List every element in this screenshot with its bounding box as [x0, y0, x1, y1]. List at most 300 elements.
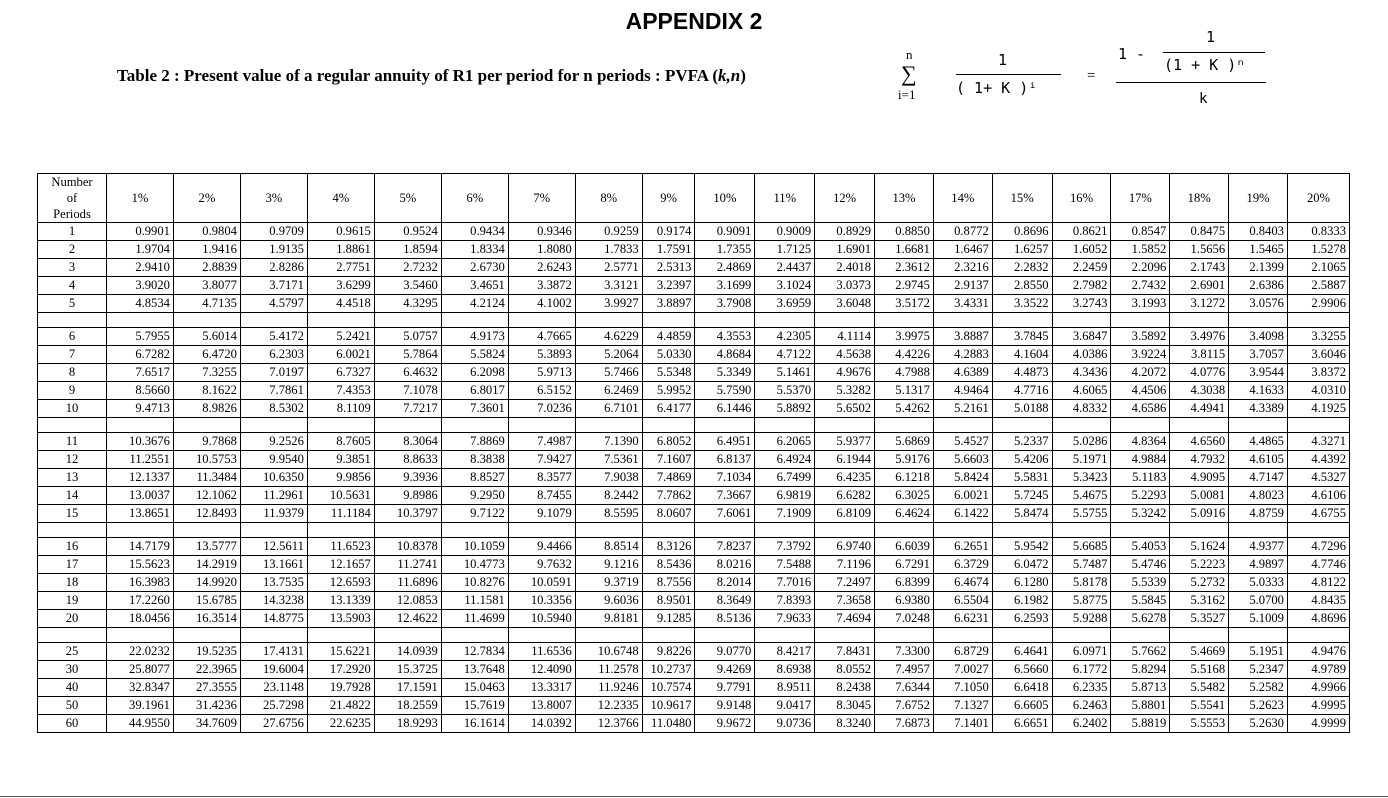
spacer-cell: [933, 628, 992, 643]
pvfa-value-cell: 8.3649: [695, 592, 755, 610]
pvfa-value-cell: 5.4527: [933, 433, 992, 451]
spacer-cell: [992, 628, 1052, 643]
pvfa-value-cell: 6.8729: [933, 643, 992, 661]
pvfa-value-cell: 7.2497: [815, 574, 875, 592]
pvfa-value-cell: 3.8115: [1170, 346, 1229, 364]
pvfa-value-cell: 5.2421: [307, 328, 374, 346]
pvfa-value-cell: 10.5753: [173, 451, 240, 469]
pvfa-value-cell: 5.7466: [575, 364, 642, 382]
pvfa-value-cell: 4.5327: [1287, 469, 1349, 487]
period-cell: 8: [38, 364, 107, 382]
pvfa-value-cell: 1.9704: [106, 241, 173, 259]
pvfa-value-cell: 9.7868: [173, 433, 240, 451]
pvfa-value-cell: 18.0456: [106, 610, 173, 628]
pvfa-value-cell: 22.0232: [106, 643, 173, 661]
pvfa-value-cell: 9.1079: [508, 505, 575, 523]
pvfa-value-cell: 7.6752: [875, 697, 934, 715]
pvfa-value-cell: 6.6282: [815, 487, 875, 505]
pvfa-value-cell: 6.4720: [173, 346, 240, 364]
pvfa-value-cell: 2.4018: [815, 259, 875, 277]
pvfa-value-cell: 2.6730: [441, 259, 508, 277]
spacer-cell: [815, 628, 875, 643]
pvfa-value-cell: 5.7590: [695, 382, 755, 400]
pvfa-value-cell: 15.5623: [106, 556, 173, 574]
pvfa-value-cell: 14.9920: [173, 574, 240, 592]
pvfa-value-cell: 2.3216: [933, 259, 992, 277]
spacer-cell: [38, 418, 107, 433]
pvfa-value-cell: 6.7499: [755, 469, 815, 487]
spacer-cell: [1111, 418, 1170, 433]
pvfa-value-cell: 6.2593: [992, 610, 1052, 628]
pvfa-value-cell: 5.6685: [1052, 538, 1111, 556]
pvfa-value-cell: 7.4957: [875, 661, 934, 679]
pvfa-value-cell: 7.1196: [815, 556, 875, 574]
pvfa-value-cell: 6.8017: [441, 382, 508, 400]
pvfa-value-cell: 6.4177: [642, 400, 695, 418]
pvfa-value-cell: 4.9897: [1229, 556, 1288, 574]
pvfa-value-cell: 6.2402: [1052, 715, 1111, 733]
pvfa-value-cell: 5.5824: [441, 346, 508, 364]
pvfa-value-cell: 5.8775: [1052, 592, 1111, 610]
pvfa-value-cell: 6.0971: [1052, 643, 1111, 661]
period-cell: 5: [38, 295, 107, 313]
pvfa-value-cell: 4.8435: [1287, 592, 1349, 610]
spacer-cell: [875, 418, 934, 433]
pvfa-value-cell: 6.6039: [875, 538, 934, 556]
pvfa-value-cell: 8.8527: [441, 469, 508, 487]
pvfa-value-cell: 0.8929: [815, 223, 875, 241]
pvfa-value-cell: 14.0392: [508, 715, 575, 733]
pvfa-value-cell: 6.1422: [933, 505, 992, 523]
pvfa-value-cell: 5.9176: [875, 451, 934, 469]
pvfa-value-cell: 5.1461: [755, 364, 815, 382]
pvfa-value-cell: 11.6536: [508, 643, 575, 661]
pvfa-value-cell: 25.7298: [240, 697, 307, 715]
spacer-cell: [642, 418, 695, 433]
pvfa-value-cell: 0.9901: [106, 223, 173, 241]
period-cell: 17: [38, 556, 107, 574]
pvfa-value-cell: 5.0330: [642, 346, 695, 364]
pvfa-value-cell: 6.0021: [933, 487, 992, 505]
pvfa-value-cell: 4.6586: [1111, 400, 1170, 418]
period-cell: 10: [38, 400, 107, 418]
pvfa-value-cell: 6.7327: [307, 364, 374, 382]
periods-header-line: Periods: [53, 207, 91, 221]
spacer-cell: [106, 523, 173, 538]
pvfa-value-cell: 4.6389: [933, 364, 992, 382]
spacer-cell: [1052, 523, 1111, 538]
spacer-cell: [1229, 418, 1288, 433]
spacer-cell: [1111, 313, 1170, 328]
pvfa-value-cell: 5.1951: [1229, 643, 1288, 661]
spacer-cell: [642, 523, 695, 538]
table-row: [38, 400, 1350, 418]
pvfa-value-cell: 4.8684: [695, 346, 755, 364]
pvfa-value-cell: 1.6467: [933, 241, 992, 259]
pvfa-value-cell: 8.9826: [173, 400, 240, 418]
pvfa-value-cell: 5.2223: [1170, 556, 1229, 574]
pvfa-value-cell: 39.1961: [106, 697, 173, 715]
pvfa-value-cell: 3.0373: [815, 277, 875, 295]
pvfa-value-cell: 4.4873: [992, 364, 1052, 382]
pvfa-value-cell: 8.6938: [755, 661, 815, 679]
page-bottom-rule: [0, 796, 1388, 797]
pvfa-value-cell: 1.6901: [815, 241, 875, 259]
pvfa-value-cell: 4.7296: [1287, 538, 1349, 556]
pvfa-value-cell: 6.3025: [875, 487, 934, 505]
pvfa-value-cell: 2.2459: [1052, 259, 1111, 277]
spacer-cell: [1052, 313, 1111, 328]
table-row: [38, 382, 1350, 400]
pvfa-value-cell: 4.4518: [307, 295, 374, 313]
spacer-cell: [240, 523, 307, 538]
table-row: [38, 679, 1350, 697]
pvfa-value-cell: 1.8861: [307, 241, 374, 259]
pvfa-value-cell: 12.0853: [374, 592, 441, 610]
pvfa-value-cell: 6.4924: [755, 451, 815, 469]
pvfa-value-cell: 7.3255: [173, 364, 240, 382]
pvfa-value-cell: 5.8474: [992, 505, 1052, 523]
pvfa-value-cell: 4.9999: [1287, 715, 1349, 733]
pvfa-value-cell: 15.6221: [307, 643, 374, 661]
pvfa-value-cell: 3.6959: [755, 295, 815, 313]
spacer-row: [38, 418, 1350, 433]
equals-sign: =: [1087, 68, 1096, 84]
pvfa-value-cell: 14.3238: [240, 592, 307, 610]
pvfa-value-cell: 6.3729: [933, 556, 992, 574]
pvfa-value-cell: 0.8621: [1052, 223, 1111, 241]
rate-header: 9%: [642, 174, 695, 223]
pvfa-value-cell: 8.8633: [374, 451, 441, 469]
pvfa-value-cell: 5.0188: [992, 400, 1052, 418]
pvfa-value-cell: 7.1034: [695, 469, 755, 487]
pvfa-value-cell: 7.6344: [875, 679, 934, 697]
pvfa-value-cell: 13.7535: [240, 574, 307, 592]
table-row: [38, 505, 1350, 523]
pvfa-value-cell: 11.4699: [441, 610, 508, 628]
pvfa-value-cell: 5.2582: [1229, 679, 1288, 697]
pvfa-value-cell: 5.4206: [992, 451, 1052, 469]
pvfa-value-cell: 9.0417: [755, 697, 815, 715]
pvfa-value-cell: 6.2098: [441, 364, 508, 382]
pvfa-value-cell: 5.9713: [508, 364, 575, 382]
pvfa-value-cell: 25.8077: [106, 661, 173, 679]
inner-fraction-bar: [1163, 52, 1265, 53]
pvfa-value-cell: 8.0216: [695, 556, 755, 574]
spacer-cell: [575, 523, 642, 538]
pvfa-value-cell: 44.9550: [106, 715, 173, 733]
pvfa-value-cell: 4.8364: [1111, 433, 1170, 451]
pvfa-value-cell: 7.4987: [508, 433, 575, 451]
pvfa-value-cell: 3.3872: [508, 277, 575, 295]
pvfa-value-cell: 11.9246: [575, 679, 642, 697]
periods-header-line: of: [66, 191, 78, 205]
spacer-cell: [695, 313, 755, 328]
period-cell: 40: [38, 679, 107, 697]
pvfa-value-cell: 4.5797: [240, 295, 307, 313]
rate-header: 6%: [441, 174, 508, 223]
pvfa-value-cell: 7.1050: [933, 679, 992, 697]
pvfa-value-cell: 5.3423: [1052, 469, 1111, 487]
pvfa-value-cell: 10.3356: [508, 592, 575, 610]
pvfa-value-cell: 5.2293: [1111, 487, 1170, 505]
pvfa-value-cell: 6.8109: [815, 505, 875, 523]
pvfa-value-cell: 3.8887: [933, 328, 992, 346]
table-row: [38, 643, 1350, 661]
pvfa-value-cell: 12.6593: [307, 574, 374, 592]
rate-header: 20%: [1287, 174, 1349, 223]
pvfa-value-cell: 6.5152: [508, 382, 575, 400]
table-row: [38, 556, 1350, 574]
pvfa-value-cell: 0.9346: [508, 223, 575, 241]
pvfa-value-cell: 3.2397: [642, 277, 695, 295]
spacer-cell: [755, 418, 815, 433]
table-row: [38, 697, 1350, 715]
pvfa-value-cell: 12.8493: [173, 505, 240, 523]
spacer-cell: [1170, 523, 1229, 538]
rate-header: 5%: [374, 174, 441, 223]
pvfa-value-cell: 7.1909: [755, 505, 815, 523]
pvfa-value-cell: 7.8393: [755, 592, 815, 610]
pvfa-value-cell: 2.8839: [173, 259, 240, 277]
pvfa-value-cell: 8.2442: [575, 487, 642, 505]
pvfa-value-cell: 31.4236: [173, 697, 240, 715]
pvfa-value-cell: 17.2920: [307, 661, 374, 679]
pvfa-value-cell: 5.9288: [1052, 610, 1111, 628]
pvfa-value-cell: 15.3725: [374, 661, 441, 679]
pvfa-value-cell: 6.2463: [1052, 697, 1111, 715]
pvfa-value-cell: 6.1772: [1052, 661, 1111, 679]
pvfa-value-cell: 5.6603: [933, 451, 992, 469]
pvfa-value-cell: 7.0027: [933, 661, 992, 679]
pvfa-value-cell: 3.1272: [1170, 295, 1229, 313]
pvfa-value-cell: 7.3667: [695, 487, 755, 505]
spacer-cell: [38, 523, 107, 538]
pvfa-value-cell: 34.7609: [173, 715, 240, 733]
pvfa-value-cell: 10.6748: [575, 643, 642, 661]
pvfa-value-cell: 9.3851: [307, 451, 374, 469]
pvfa-value-cell: 3.8897: [642, 295, 695, 313]
pvfa-value-cell: 13.5903: [307, 610, 374, 628]
pvfa-value-cell: 10.2737: [642, 661, 695, 679]
pvfa-value-cell: 6.4674: [933, 574, 992, 592]
pvfa-value-cell: 12.1062: [173, 487, 240, 505]
period-cell: 11: [38, 433, 107, 451]
pvfa-value-cell: 4.8759: [1229, 505, 1288, 523]
table-row: [38, 592, 1350, 610]
pvfa-value-cell: 5.2623: [1229, 697, 1288, 715]
pvfa-value-cell: 18.2559: [374, 697, 441, 715]
pvfa-value-cell: 7.6517: [106, 364, 173, 382]
pvfa-value-cell: 12.1337: [106, 469, 173, 487]
caption-prefix: Table 2 : Present value of a regular annuity of R1 per period for n periods : PVFA (: [117, 66, 718, 85]
pvfa-value-cell: 2.1743: [1170, 259, 1229, 277]
spacer-row: [38, 628, 1350, 643]
pvfa-value-cell: 3.9224: [1111, 346, 1170, 364]
pvfa-value-cell: 7.3658: [815, 592, 875, 610]
pvfa-value-cell: 5.9377: [815, 433, 875, 451]
pvfa-value-cell: 8.5595: [575, 505, 642, 523]
pvfa-value-cell: 5.2161: [933, 400, 992, 418]
pvfa-value-cell: 8.5136: [695, 610, 755, 628]
pvfa-value-cell: 10.8276: [441, 574, 508, 592]
rate-header: 12%: [815, 174, 875, 223]
pvfa-value-cell: 4.4941: [1170, 400, 1229, 418]
spacer-cell: [933, 523, 992, 538]
spacer-cell: [508, 628, 575, 643]
pvfa-value-cell: 13.1661: [240, 556, 307, 574]
pvfa-value-cell: 5.2347: [1229, 661, 1288, 679]
pvfa-value-cell: 11.2551: [106, 451, 173, 469]
pvfa-value-cell: 5.3893: [508, 346, 575, 364]
pvfa-value-cell: 5.7955: [106, 328, 173, 346]
pvfa-value-cell: 5.4262: [875, 400, 934, 418]
pvfa-value-cell: 5.8892: [755, 400, 815, 418]
pvfa-value-cell: 9.9148: [695, 697, 755, 715]
spacer-cell: [307, 628, 374, 643]
pvfa-value-cell: 32.8347: [106, 679, 173, 697]
pvfa-value-cell: 6.2303: [240, 346, 307, 364]
pvfa-value-cell: 2.2832: [992, 259, 1052, 277]
pvfa-value-cell: 3.1993: [1111, 295, 1170, 313]
pvfa-value-cell: 11.1184: [307, 505, 374, 523]
pvfa-value-cell: 8.3045: [815, 697, 875, 715]
period-cell: 9: [38, 382, 107, 400]
pvfa-value-cell: 9.4269: [695, 661, 755, 679]
pvfa-value-cell: 4.7716: [992, 382, 1052, 400]
pvfa-value-cell: 6.6605: [992, 697, 1052, 715]
pvfa-value-cell: 5.3527: [1170, 610, 1229, 628]
pvfa-value-cell: 3.3255: [1287, 328, 1349, 346]
pvfa-value-cell: 4.5638: [815, 346, 875, 364]
pvfa-value-cell: 3.3522: [992, 295, 1052, 313]
pvfa-value-cell: 3.2743: [1052, 295, 1111, 313]
period-cell: 7: [38, 346, 107, 364]
pvfa-value-cell: 8.2438: [815, 679, 875, 697]
pvfa-value-cell: 3.6847: [1052, 328, 1111, 346]
period-cell: 14: [38, 487, 107, 505]
pvfa-value-cell: 3.9975: [875, 328, 934, 346]
spacer-cell: [875, 628, 934, 643]
pvfa-value-cell: 9.8226: [642, 643, 695, 661]
spacer-cell: [441, 313, 508, 328]
period-cell: 15: [38, 505, 107, 523]
pvfa-value-cell: 3.4651: [441, 277, 508, 295]
pvfa-value-cell: 5.4053: [1111, 538, 1170, 556]
period-cell: 3: [38, 259, 107, 277]
pvfa-value-cell: 0.8772: [933, 223, 992, 241]
spacer-cell: [755, 523, 815, 538]
spacer-cell: [173, 523, 240, 538]
pvfa-value-cell: 12.4622: [374, 610, 441, 628]
summation-sign: ∑: [901, 61, 917, 86]
fraction1-numerator: 1: [998, 51, 1008, 69]
spacer-cell: [1287, 313, 1349, 328]
appendix-heading: APPENDIX 2: [625, 8, 763, 34]
pvfa-value-cell: 10.5940: [508, 610, 575, 628]
pvfa-value-cell: 7.7217: [374, 400, 441, 418]
pvfa-value-cell: 5.2064: [575, 346, 642, 364]
pvfa-value-cell: 5.7245: [992, 487, 1052, 505]
pvfa-value-cell: 4.2883: [933, 346, 992, 364]
pvfa-value-cell: 4.8332: [1052, 400, 1111, 418]
pvfa-value-cell: 0.8547: [1111, 223, 1170, 241]
pvfa-value-cell: 5.8713: [1111, 679, 1170, 697]
pvfa-value-cell: 4.6106: [1287, 487, 1349, 505]
spacer-cell: [755, 313, 815, 328]
pvfa-value-cell: 10.5631: [307, 487, 374, 505]
pvfa-value-cell: 11.2578: [575, 661, 642, 679]
pvfa-value-cell: 17.4131: [240, 643, 307, 661]
pvfa-value-cell: 3.8372: [1287, 364, 1349, 382]
pvfa-value-cell: 3.3121: [575, 277, 642, 295]
period-cell: 20: [38, 610, 107, 628]
spacer-cell: [441, 628, 508, 643]
pvfa-value-cell: 0.9174: [642, 223, 695, 241]
pvfa-value-cell: 14.7179: [106, 538, 173, 556]
table-row: [38, 364, 1350, 382]
pvfa-value-cell: 4.1633: [1229, 382, 1288, 400]
table-row: [38, 295, 1350, 313]
pvfa-value-cell: 6.1944: [815, 451, 875, 469]
pvfa-value-cell: 5.8819: [1111, 715, 1170, 733]
spacer-cell: [1052, 418, 1111, 433]
pvfa-value-cell: 8.1109: [307, 400, 374, 418]
pvfa-value-cell: 7.8237: [695, 538, 755, 556]
pvfa-value-cell: 22.3965: [173, 661, 240, 679]
pvfa-value-cell: 4.6755: [1287, 505, 1349, 523]
spacer-cell: [1111, 628, 1170, 643]
pvfa-value-cell: 16.3514: [173, 610, 240, 628]
pvfa-value-cell: 4.0310: [1287, 382, 1349, 400]
pvfa-value-cell: 5.3349: [695, 364, 755, 382]
spacer-cell: [1229, 628, 1288, 643]
pvfa-value-cell: 7.9427: [508, 451, 575, 469]
pvfa-value-cell: 6.9740: [815, 538, 875, 556]
pvfa-value-cell: 3.6048: [815, 295, 875, 313]
pvfa-value-cell: 9.2950: [441, 487, 508, 505]
period-cell: 25: [38, 643, 107, 661]
pvfa-value-cell: 10.3676: [106, 433, 173, 451]
caption-args: k,n: [717, 66, 741, 85]
pvfa-value-cell: 6.2469: [575, 382, 642, 400]
pvfa-value-cell: 7.4869: [642, 469, 695, 487]
pvfa-value-cell: 12.7834: [441, 643, 508, 661]
pvfa-value-cell: 3.4976: [1170, 328, 1229, 346]
table-row: [38, 433, 1350, 451]
pvfa-value-cell: 13.7648: [441, 661, 508, 679]
pvfa-value-cell: 4.2305: [755, 328, 815, 346]
pvfa-value-cell: 7.0236: [508, 400, 575, 418]
pvfa-value-cell: 4.3295: [374, 295, 441, 313]
period-cell: 19: [38, 592, 107, 610]
spacer-cell: [508, 313, 575, 328]
pvfa-value-cell: 4.6229: [575, 328, 642, 346]
pvfa-value-cell: 7.7861: [240, 382, 307, 400]
pvfa-value-cell: 5.4172: [240, 328, 307, 346]
pvfa-value-cell: 6.8137: [695, 451, 755, 469]
pvfa-value-cell: 6.9380: [875, 592, 934, 610]
pvfa-value-cell: 7.6873: [875, 715, 934, 733]
pvfa-value-cell: 3.7057: [1229, 346, 1288, 364]
spacer-cell: [755, 628, 815, 643]
pvfa-value-cell: 1.7833: [575, 241, 642, 259]
pvfa-value-cell: 0.9524: [374, 223, 441, 241]
pvfa-value-cell: 4.4226: [875, 346, 934, 364]
pvfa-value-cell: 5.4669: [1170, 643, 1229, 661]
pvfa-value-cell: 5.1009: [1229, 610, 1288, 628]
pvfa-value-cell: 4.2072: [1111, 364, 1170, 382]
